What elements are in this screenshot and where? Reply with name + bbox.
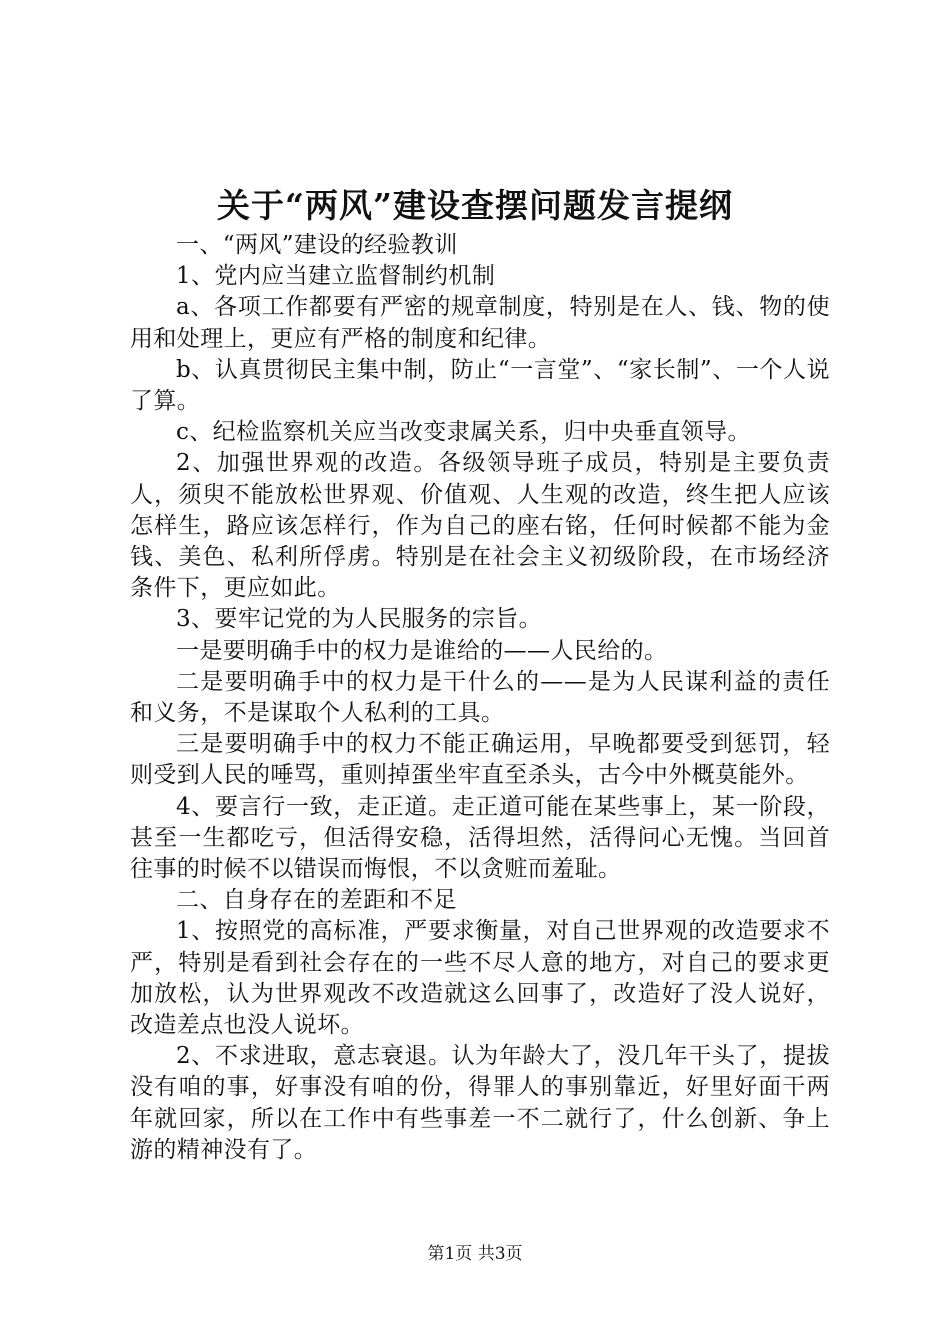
document-body: [130, 230, 830, 1166]
paragraph: c、纪检监察机关应当改变隶属关系，归中央垂直领导。: [176, 419, 751, 446]
paragraph: 二是要明确手中的权力是干什么的——是为人民谋利益的责任和义务，不是谋取个人私利的工具。: [130, 668, 830, 727]
paragraph: 三是要明确手中的权力不能正确运用，早晚都要受到惩罚，轻则受到人民的唾骂，重则掉蛋坐牢直至杀头，古今中外概莫能外。: [130, 731, 830, 789]
paragraph: 1、党内应当建立监督制约机制: [176, 263, 496, 290]
paragraph: a、各项工作都要有严密的规章制度，特别是在人、钱、物的使用和处理上，更应有严格的制度和纪律。: [130, 294, 830, 352]
paragraph: 3、要牢记党的为人民服务的宗旨。: [176, 606, 543, 633]
paragraph: b、认真贯彻民主集中制，防止“一言堂”、“家长制”、一个人说了算。: [130, 356, 830, 415]
paragraph: 一是要明确手中的权力是谁给的——人民给的。: [176, 637, 668, 664]
paragraph: 1、按照党的高标准，严要求衡量，对自己世界观的改造要求不严，特别是看到社会存在的一些不尽人意的地方，对自己的要求更加放松，认为世界观改不改造就这么回事了，改造好了没人说好，改造差点也没人说坏。: [130, 918, 830, 1039]
page-number: 第1页 共3页: [427, 1244, 523, 1264]
paragraph: 4、要言行一致，走正道。走正道可能在某些事上，某一阶段，甚至一生都吃亏，但活得安稳，活得坦然，活得问心无愧。当回首往事的时候不以错误而悔恨，不以贪赃而羞耻。: [130, 793, 830, 883]
section-heading-1: 一、“两风”建设的经验教训: [176, 232, 458, 258]
section-heading-2: 二、自身存在的差距和不足: [176, 887, 457, 914]
paragraph: 2、加强世界观的改造。各级领导班子成员，特别是主要负责人，须臾不能放松世界观、价值观、人生观的改造，终生把人应该怎样生，路应该怎样行，作为自己的座右铭，任何时候都不能为金钱、美色、私利所俘虏。特别是在社会主义初级阶段，在市场经济条件下，更应如此。: [130, 450, 830, 602]
document-title: 关于“两风”建设查摆问题发言提纲: [217, 186, 733, 225]
paragraph: 2、不求进取，意志衰退。认为年龄大了，没几年干头了，提拔没有咱的事，好事没有咱的份，得罪人的事别靠近，好里好面干两年就回家，所以在工作中有些事差一不二就行了，什么创新、争上游的精神没有了。: [130, 1043, 830, 1163]
